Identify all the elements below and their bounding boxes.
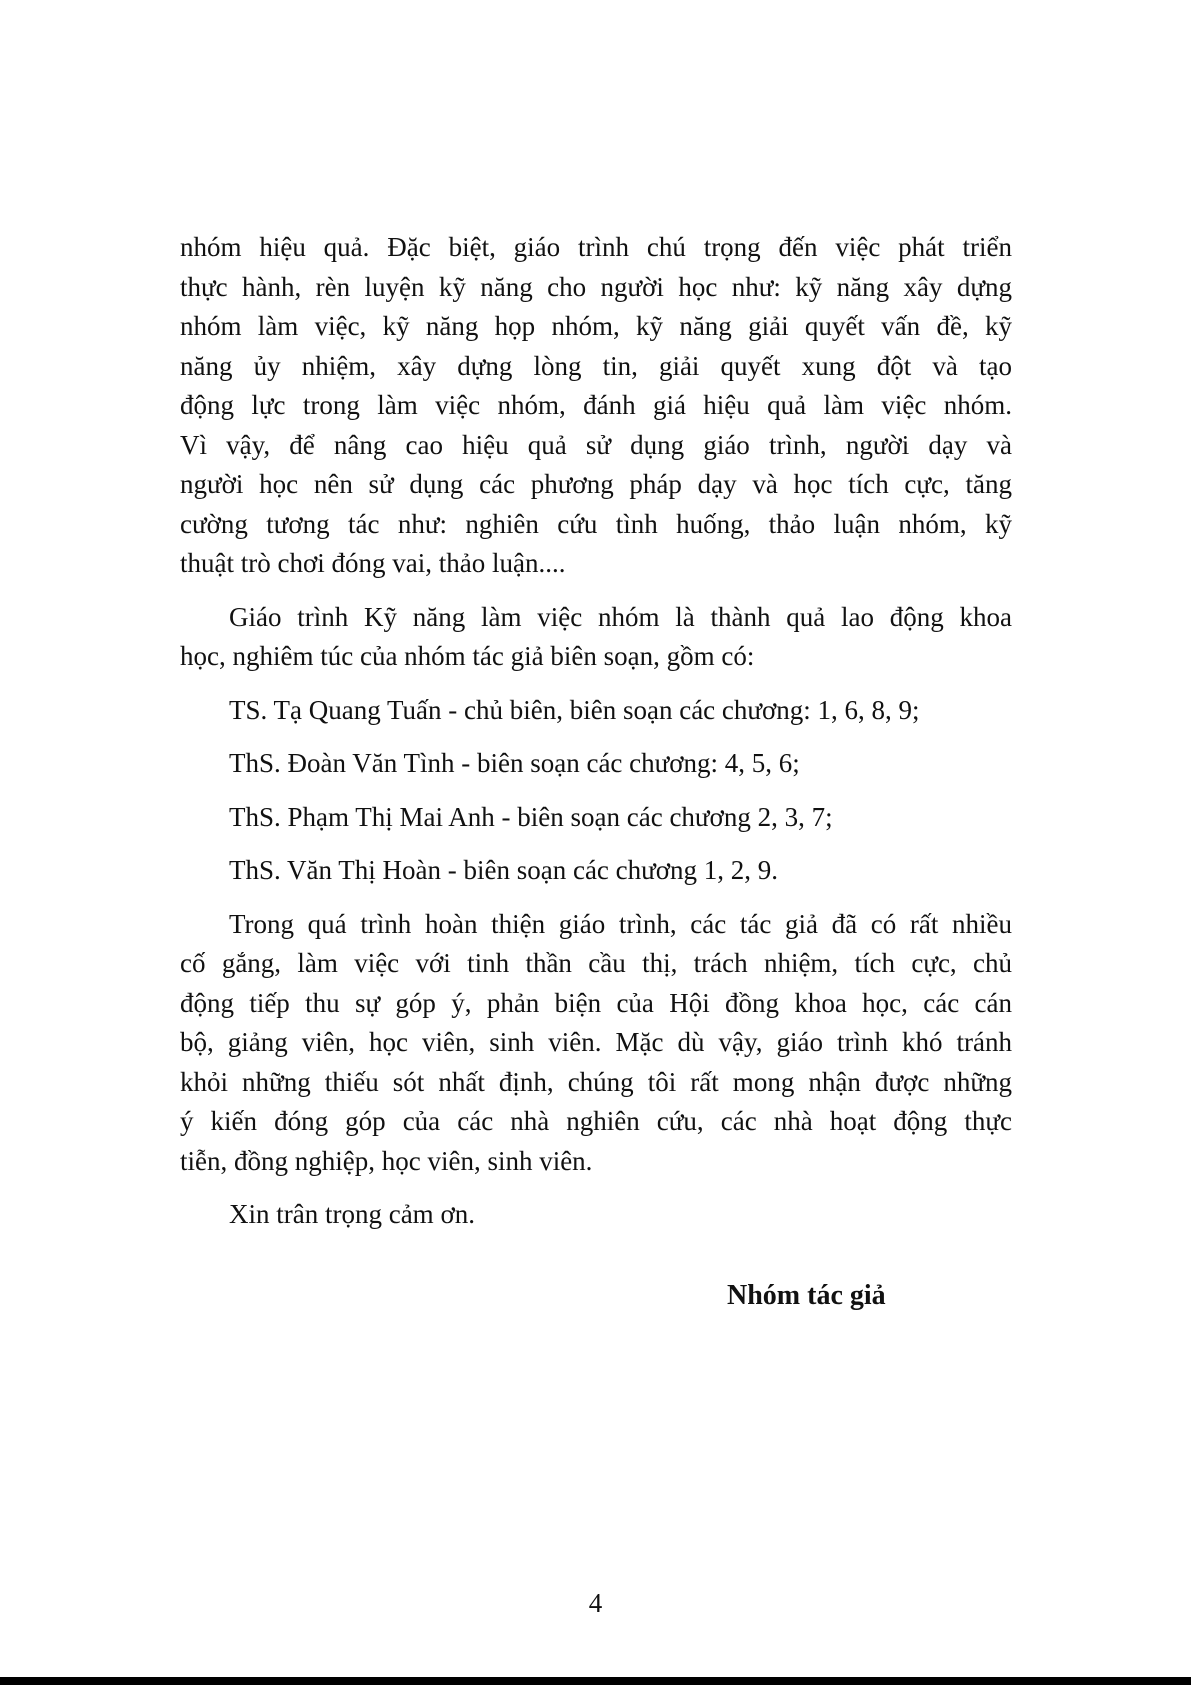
author-entry-2: ThS. Đoàn Văn Tình - biên soạn các chương: 4, 5, 6; — [229, 748, 800, 778]
text-line: ý kiến đóng góp của các nhà nghiên cứu, các nhà hoạt động thực — [180, 1106, 1012, 1136]
author-entry-3: ThS. Phạm Thị Mai Anh - biên soạn các chương 2, 3, 7; — [229, 801, 833, 832]
text-line: năng ủy nhiệm, xây dựng lòng tin, giải quyết xung đột và tạo — [180, 350, 1012, 381]
text-line: cố gắng, làm việc với tinh thần cầu thị, trách nhiệm, tích cực, chủ — [180, 948, 1012, 978]
text-line: động lực trong làm việc nhóm, đánh giá hiệu quả làm việc nhóm. — [180, 390, 1012, 420]
author-entry-4: ThS. Văn Thị Hoàn - biên soạn các chương 1, 2, 9. — [229, 855, 779, 885]
text-line: nhóm hiệu quả. Đặc biệt, giáo trình chú trọng đến việc phát triển — [180, 232, 1012, 262]
paragraph-intro — [180, 228, 1012, 584]
page-number: 4 — [588, 1588, 603, 1618]
paragraph-authorship — [180, 598, 1012, 677]
text-line: người học nên sử dụng các phương pháp dạy và học tích cực, tăng — [180, 469, 1012, 499]
text-line: Giáo trình Kỹ năng làm việc nhóm là thành quả lao động khoa — [229, 601, 1012, 632]
signature: Nhóm tác giả — [727, 1280, 886, 1311]
text-line: nhóm làm việc, kỹ năng họp nhóm, kỹ năng giải quyết vấn đề, kỹ — [180, 311, 1012, 341]
text-line: học, nghiêm túc của nhóm tác giả biên soạn, gồm có: — [180, 641, 755, 671]
text-line: khỏi những thiếu sót nhất định, chúng tôi rất mong nhận được những — [180, 1066, 1012, 1097]
text-line: bộ, giảng viên, học viên, sinh viên. Mặc dù vậy, giáo trình khó tránh — [180, 1027, 1012, 1057]
closing-line: Xin trân trọng cảm ơn. — [229, 1199, 475, 1229]
page-body — [180, 228, 1012, 1235]
text-line: thuật trò chơi đóng vai, thảo luận.... — [180, 548, 566, 578]
author-entry-1: TS. Tạ Quang Tuấn - chủ biên, biên soạn các chương: 1, 6, 8, 9; — [229, 694, 920, 725]
text-line: Vì vậy, để nâng cao hiệu quả sử dụng giáo trình, người dạy và — [180, 429, 1012, 460]
text-line: Trong quá trình hoàn thiện giáo trình, các tác giả đã có rất nhiều — [229, 908, 1012, 939]
text-line: động tiếp thu sự góp ý, phản biện của Hội đồng khoa học, các cán — [180, 987, 1012, 1018]
bottom-border — [0, 1677, 1191, 1685]
text-line: cường tương tác như: nghiên cứu tình huống, thảo luận nhóm, kỹ — [180, 508, 1012, 539]
paragraph-acknowledgement — [180, 905, 1012, 1182]
text-line: tiễn, đồng nghiệp, học viên, sinh viên. — [180, 1145, 593, 1176]
text-line: thực hành, rèn luyện kỹ năng cho người học như: kỹ năng xây dựng — [180, 271, 1012, 302]
